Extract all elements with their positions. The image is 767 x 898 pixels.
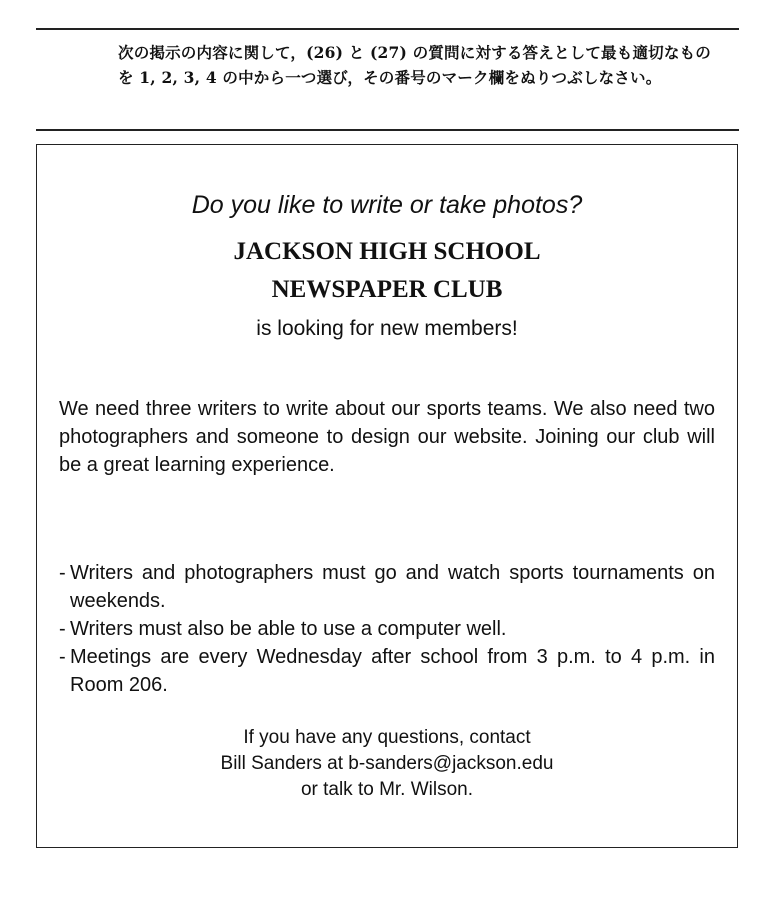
notice-headline: Do you like to write or take photos? xyxy=(191,191,583,219)
contact-info xyxy=(37,725,737,803)
school-name: JACKSON HIGH SCHOOL xyxy=(233,238,541,265)
list-item xyxy=(59,615,715,643)
contact-line: or talk to Mr. Wilson. xyxy=(300,779,474,800)
contact-line: If you have any questions, contact xyxy=(243,727,531,748)
question-instruction: 次の掲示の内容に関して，(26) と (27) の質問に対する答えとして最も適切なものを 1, 2, 3, 4 の中から一つ選び，その番号のマーク欄をぬりつぶしなさい。 xyxy=(118,43,711,87)
recruiting-tagline: is looking for new members! xyxy=(256,317,518,340)
contact-email-line: Bill Sanders at b-sanders@jackson.edu xyxy=(220,753,554,774)
requirements-list xyxy=(59,559,715,699)
club-notice-box xyxy=(36,144,738,848)
list-item-text: Writers and photographers must go and watch sports tournaments on weekends. xyxy=(70,562,715,612)
list-item-text: Meetings are every Wednesday after school from 3 p.m. to 4 p.m. in Room 206. xyxy=(70,646,715,696)
list-item xyxy=(59,559,715,615)
bullet-dash: - xyxy=(59,646,66,668)
bullet-dash: - xyxy=(59,562,66,584)
top-divider-rule xyxy=(36,28,739,30)
bottom-divider-rule xyxy=(36,129,739,131)
list-item-text: Writers must also be able to use a computer well. xyxy=(70,618,507,640)
club-name xyxy=(37,233,737,309)
notice-paragraph: We need three writers to write about our sports teams. We also need two photographers and someone to design our website. Joining our club will be a great learning experience. xyxy=(59,398,715,476)
bullet-dash: - xyxy=(59,618,66,640)
club-title: NEWSPAPER CLUB xyxy=(271,276,503,303)
list-item xyxy=(59,643,715,699)
